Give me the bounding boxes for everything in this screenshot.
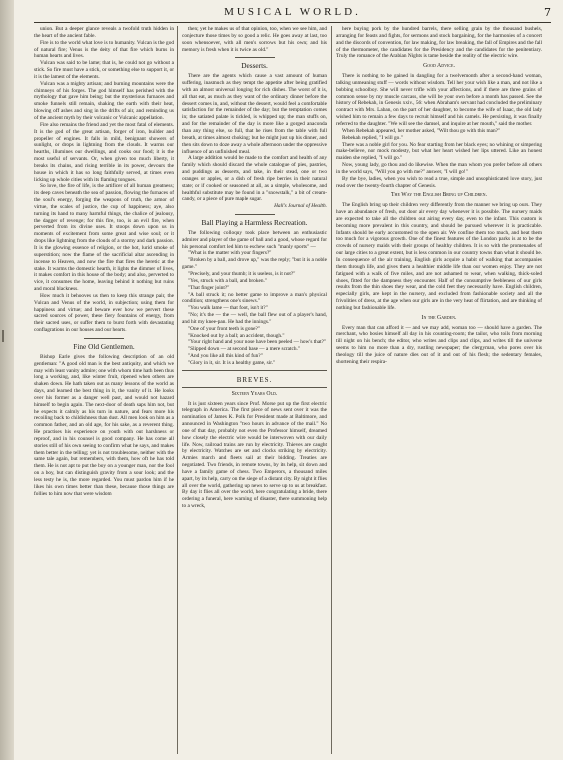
paragraph: "That finger joint?" (188, 284, 230, 291)
column-3 (336, 26, 542, 754)
source-credit: Hall's Journal of Health. (274, 203, 327, 210)
column-2 (182, 26, 327, 754)
paragraph: "Glory in it, sir. It is a healthy game, sir." (188, 359, 276, 366)
paragraph: Every man that can afford it — and we may add, woman too — should have a garden. The merchant, who bosies himself all day in his counting-room; the tailor, who toils from morning till night on his bench; the editor, who writes and clips and clips, and writes till the universe seems to him no more than a dry, rustling newspaper; the clergyman, who pores over his theology till the juice of nature dies out of it and out of his flesh; the sedentary females, shortening their respira- (336, 324, 542, 365)
paragraph: Rebekah replied, "I will go." (342, 134, 403, 141)
section-divider (235, 57, 275, 58)
paragraph: It is just sixteen years since Prof. Morse put up the first electric telegraph in America. The first piece of news sent over it was the nomination of James K. Polk for President made at Baltimore, and announced in Washington "two hours in advance of the mail." No one of that day, probably not even the Professor himself, dreamed how closely the electric wire would be interwoven with our daily life. Now, railroad trains are run by electricity. Thieves are caught by electricity. Watches are set and clocks striking by electricity. Armies march and fleets sail at their bidding. Treaties are negotiated. Two friends, in remote towns, by its help, sit down and have a family game of chess. Two Emperors, a thousand miles apart, by its help, carry on the siege of a distant city. By night it flies all over the world, gathering up news to serve up to us at breakfast. By day it flies all over the world, here congratulating a bride, there ordering a funeral, here warning of disaster, there summoning help to a wreck, (182, 400, 327, 510)
paragraph: "Yes, struck with a ball, and broken." (188, 277, 267, 284)
paragraph: When Rebekah appeared, her mother asked, "Wilt thou go with this man?" (342, 127, 501, 134)
paragraph: The English bring up their children very differently from the manner we bring up ours. They have an abundance of fresh, out door air every day whenever it is possible. The nursery maids are expected to take all the children out airing every day, even to the infant. This custom is becoming more prevalent in this country, and should be pursued wherever it is practicable. Infants should be early accustomed to the open air. We confine them too much, and heat them too much for a vigorous growth. One of the finest features of the London parks is at to be the crowds of nursery maids with their groups of healthy children. It is so with the promenades of our large cities to a great extent, but is less common in our country towns than what it should be. In consequence of the air training, English girls acquire a habit of walking that accompanies them through life, and gives them a healthier middle life than our women enjoy. They are not fatigued with a walk of five miles, and are not ashamed to wear, when walking, thick-soled shoes, fitted for the dampness they encounter. Half of the consumptive feebleness of our girls results from the thin shoes they wear, and the cold feet they necessarily have. English children, especially girls, are kept in the nursery, and excluded from fashionable society and all the frivolities of dress, at the age when our girls are in the very heat of flirtation, and are thinking of nothing but fashionable life. (336, 202, 542, 311)
paragraph: There was a noble girl for you. No fear starting from her black eyes; no whining or simpering make-believe, nor mock modesty, but what her heart wished her lips uttered. Like an honest maiden she replied, "I will go." (336, 141, 542, 162)
paragraph: There is nothing to be gained in dangling for a twelvemonth after a second-hand woman, talking unmeaning stuff — words without wisdom. Tell her your wish like a man, and not like a bobbing schoolboy. She will never trifle with your affections, and if there are three grains of common sense by my muscle carcass, she will be your own before a month has passed. See the history of Rebekah, in Genesis xxiv., 56: when Abraham's servant had concluded the preliminary contract with Mrs. Laban, on the part of her daughter, to become the wife of Isaac, the old lady wished him to remain a few days to recruit himself and his camels. He persisting, it was finally referred to the daughter. "We will see the damsel, and inquire at her mouth," said the mother. (336, 73, 542, 127)
margin-mark (2, 330, 4, 342)
page-header (34, 6, 551, 20)
paragraph: "Your right hand and your nose have been peeled — how's that?" (188, 339, 327, 346)
paragraph: Now, young lady, go thou and do likewise. When the man whom you prefer before all others in the world says, "Will you go with me?" answer, "I will go!" (336, 162, 542, 175)
article-subheading: The Way the English Bring up Children. (391, 192, 487, 199)
column-divider (331, 26, 332, 754)
paragraph: There are the agents which cause a vast amount of human suffering, inasmuch as they tempt the appetite after being gratified with an almost universal longing for rich dishes. The worst of it is, all that eat, as much as they want of the ordinary dinner before the dessert comes in, and, without the dessert, would feel a comfortable satisfaction for the remainder of the day; but the temptation comes in; the satiated palate is tickled, is whipped up; the man stuffs on, and for the remainder of the day is more like a gorged anaconda than any thing else, so full, that he rises from the table with full breath, at times almost choking; but he might just up his dinner, and then sits down to doze away a whole afternoon under the oppressive influence of an unfinished meal. (182, 73, 327, 155)
paragraph: Fire is to the world what love is to humanity. Vulcan is the god of natural fire; Venus is the deity of that fire which burns in human hearts and lives. (34, 39, 174, 60)
article-subheading: Good Advice. (423, 63, 455, 70)
column-divider (177, 26, 178, 754)
paragraph: "A ball struck it; no better game to improve a man's physical condition; strengthens one's sinews." (182, 291, 327, 305)
paragraph: By the bye, ladies, when you wish to read a true, simple and unsophisticated love story, just read over the twenty-fourth chapter of Genesis. (336, 175, 542, 189)
paragraph: "Broken by a ball, and drove up," was the reply; "but it is a noble game." (182, 257, 327, 271)
section-rule (182, 370, 327, 371)
article-heading: Fine Old Gentlemen. (73, 341, 135, 351)
paragraph: "Knocked out by a ball; an accident, though." (188, 332, 285, 339)
paragraph: "Precisely, and your thumb; it is useless, is it not?" (188, 271, 296, 277)
paragraph: here buying pork by the hundred barrels, there selling grain by the thousand bushels, arranging for feasts and fights, for sermons and stock bargaining, for the harmonies of a concert and the discords of convention, for law making, for law breaking, the fall of Empires and the fall of the thermometer, the candidates for the Presidency and the candidates for the penitentiary. Truly the romance of the Arabian Nights is tame beside the reality of the electric wire. (336, 26, 542, 60)
paragraph: A large addition would be made to the comfort and health of any family which should discard the whole catalogue of pies, pastries, and puddings as desserts, and take, in their stead, one or two oranges or apples, or a dish of fresh ripe berries in their natural state; or if cooked or seasoned at all, as a simple, wholesome, and healthful substitute may be found in a "snowstalk," a bit of cream-candy, or a piece of pure maple sugar. (182, 155, 327, 203)
section-divider (235, 214, 275, 215)
paragraph: The following colloquy took place between an enthusiastic admirer and player of the game of ball and a good, whose regard for his personal comfort led him to eschew such "manly sports" — (182, 229, 327, 250)
paragraph: union. But a deeper glance reveals a twofold truth hidden in the heart of the ancient fable. (34, 26, 174, 39)
paragraph: "Slipped down — at second base — a mere scratch." (188, 346, 300, 353)
paragraph: "You walk lame — that foot, isn't it?" (188, 305, 268, 312)
paragraph: How much it behooves us then to keep this strange pair, the Vulcan and Venus of the world, in subjection; using them for happiness and virtue; and beware ever how we pervert these sacred sources of power, these fiery fountains of energy, from their sacred uses, or suffer them to burst forth with devastating conflagrations in our houses and our hearts. (34, 292, 174, 334)
paragraph: Fire also remains the friend and yet the most fatal of elements. It is the god of the great artisan, forger of iron, builder and propeller of engines. It falls in mild, benignant showers of sunlight, or drops in lightning from the clouds. It warms our hearths, illumines our dwellings, and cooks our food; it is the most useful of servants. Or, when given too much liberty, it breaks its chains, and rising terrible in its power, devours the house in which it has so long faithfully served, at times even licking up whole cities with its flaming tongues. (34, 121, 174, 183)
paragraph: Vulcan was a mighty artisan; and burning mountains were the chimneys of his forges. The god himself has perished with the mythology that gave him being; but the mysterious furnaces and smoke funnels still remain, shaking the earth with their heat, blowing off ashes and sing in the drifts of air, and reminding us of the ancient myth by their volcanic or Vulcanic appellation. (34, 80, 174, 121)
paragraph: Vulcan was said to be lame; that is, he could not go without a stick. So fire must have a stick, or something else to support it, or it is the lamest of the elements. (34, 60, 174, 80)
paragraph: Bishop Earle gives the following description of an old gentleman: "A good old man is the best antiquity, and which we may with least vanity admire; one with whom time hath been thus long a working, and, like winter fruit, ripened when others are shaken down. He hath taken out as many lessons of the world as days, and learned the best thing in it, the vanity of it. He looks over his former as a danger well past, and would not hazard himself to begin again. The next-door of death saps him not, but he expects it calmly as his turn in nature, and fears more his recoiling back to childishness than dust. All men look on him as a common father, and an old age, for his sake, as a reverent thing. He practises his experience on youth with out harshness or reproof, and in his counsel is good company. He has come all stories still of his own seeing to confirm what he says, and makes them better in the telling; yet is not troublesome, neither with the same tale again, but remembers, with them, how oft he has told them. He is not apt to put the boy on a younger man, nor the fool on a boy, but can distinguish gravity from a sour look; and the less testy he is, the more regarded. You must pardon him if he likes his own times better than these, because those things are follies to him now that were wisdom (34, 353, 174, 497)
article-heading: Desserts. (241, 61, 268, 71)
paragraph: "No; it's the — the — well, the ball flew out of a player's hand, and hit my knee-pan. He had the innings." (182, 312, 327, 325)
paragraph: So love, the fire of life, is the artificer of all human greatness; its deep caves beneath the sea of passion, flowing the furnaces of the soul's energy, forging the weapons of truth, the armor of virtue, the scales of justice, the cup of happiness; aye, also turning its hand to many harmful things, the chalice of jealousy, the dagger of revenge; for this fire, too, is an evil fire, when perverted from its divine uses. It stoops down upon us in moments of excitement from some great and wise soul; or it drops like lightning from the clouds of a stormy and dark passion. It is the glowing essence of religion, or the hot, lurid smoke of superstition; now the flame of the sacrificial altar ascending in incense to Heaven, and now the fire that fires the heretic at the stake. It warms the domestic hearth, it lights the dimmer of lives, it makes comfort in this house of the body; and also, perverted to vice, it consumes the home, leaving behind it nothing but ruins and moral blackness. (34, 183, 174, 293)
column-1 (34, 26, 174, 754)
paragraph: "And you like all this kind of fun?" (188, 353, 263, 360)
header-rule (34, 22, 551, 23)
section-rule (182, 387, 327, 388)
paragraph: "What is the matter with your fingers?" (188, 250, 272, 257)
article-heading: Ball Playing a Harmless Recreation. (201, 218, 308, 228)
binding-gutter (0, 0, 14, 760)
running-title: MUSICAL WORLD. (224, 6, 361, 18)
section-divider (84, 338, 124, 339)
paragraph: "One of your front teeth is gone?" (188, 325, 260, 332)
section-heading: BREVES. (236, 375, 273, 384)
article-subheading: In the Garden. (421, 314, 457, 321)
article-subheading: Sixteen Years Old. (231, 390, 278, 397)
page-number: 7 (544, 6, 551, 19)
paragraph: then; yet he makes us of that opinion, too, when we see him, and conjecture those times by so good a relic. He goes away at last, too soon whensoever, with all men's sorrows but his own; and his memory is fresh when it is twice as old." (182, 26, 327, 53)
